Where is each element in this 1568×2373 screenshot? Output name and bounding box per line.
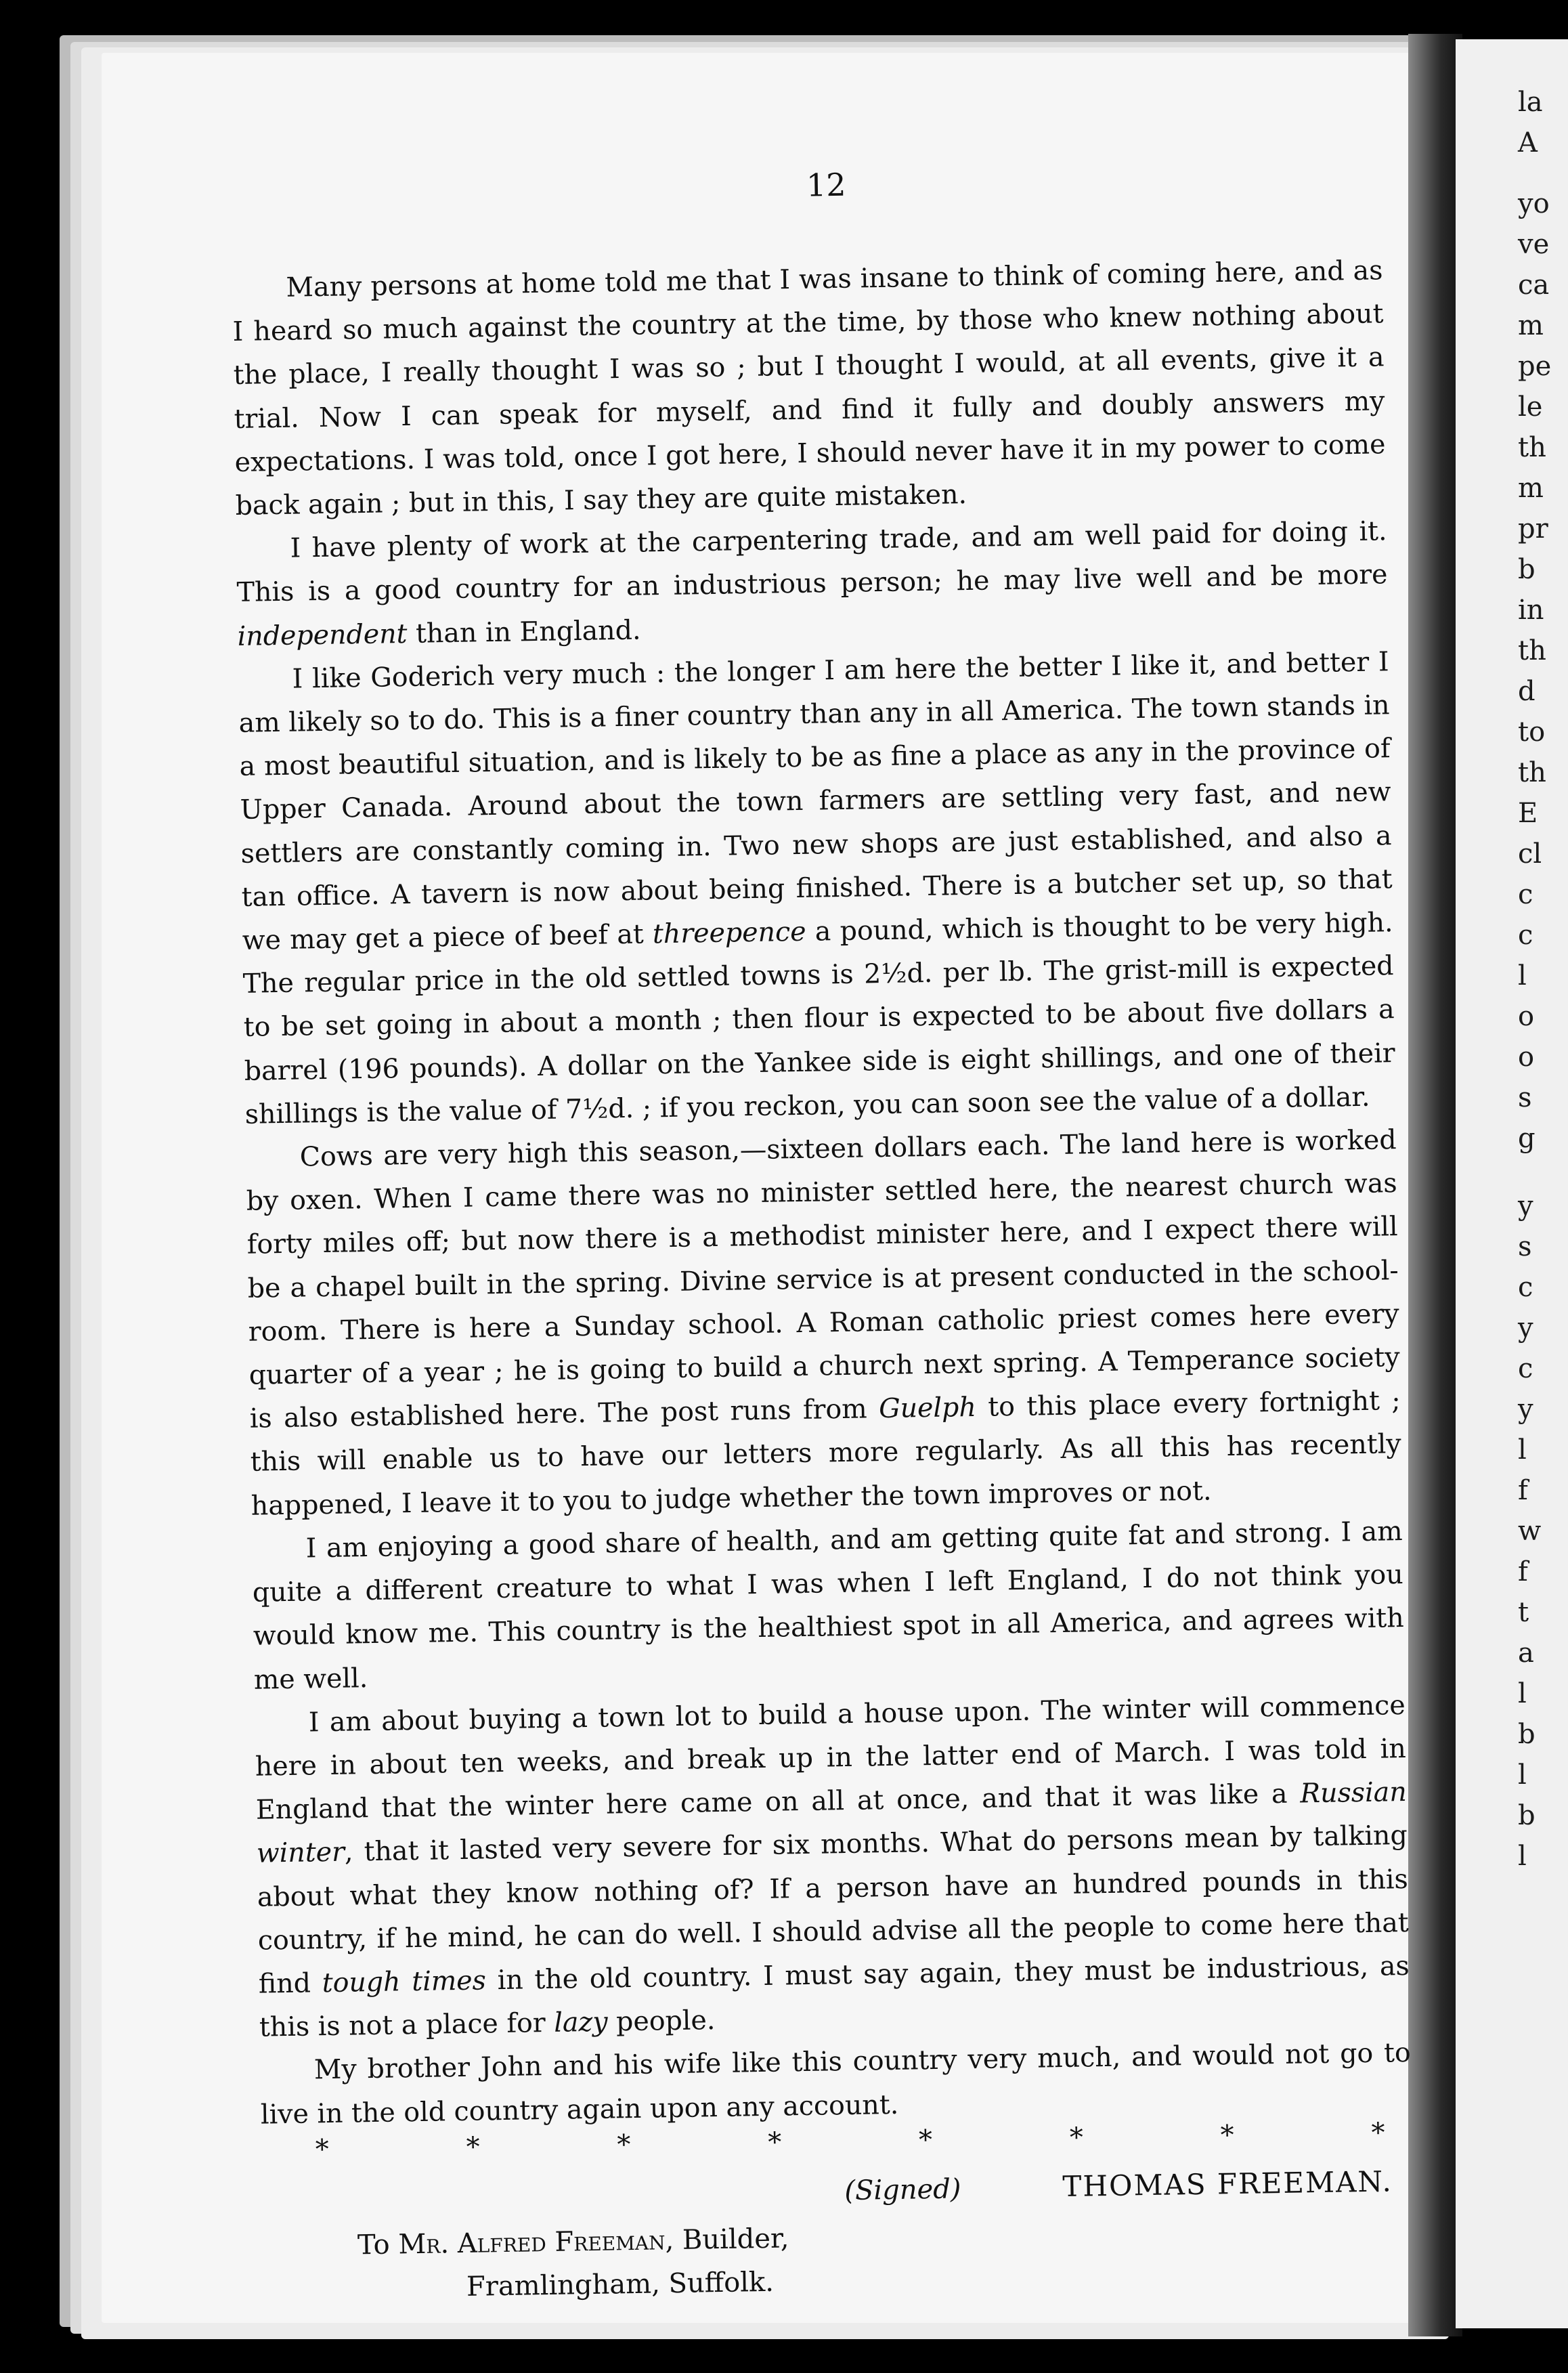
signed-label: (Signed)	[844, 2173, 961, 2206]
star-mark: *	[767, 2126, 782, 2158]
text-run: people.	[607, 2005, 716, 2038]
text-run: I have plenty of work at the carpentering trade, and am well paid for doing it. This is a good country for an industrious person; he may live well and be more	[236, 515, 1388, 609]
paragraph	[251, 1510, 1405, 1701]
facing-page-text-fragment: A	[1518, 127, 1538, 158]
paragraph	[236, 509, 1389, 658]
facing-page-text-fragment: s	[1518, 1082, 1532, 1113]
facing-page-text-fragment: c	[1518, 1272, 1533, 1303]
addressee-block	[263, 2207, 1415, 2312]
facing-page-text-fragment: ca	[1518, 270, 1550, 301]
facing-page-text-fragment: f	[1518, 1556, 1528, 1587]
facing-page-text-fragment: c	[1518, 879, 1533, 910]
text-run: in the old country. I must say again, they must be industrious, as this is not a place for	[259, 1950, 1410, 2043]
text-run: I like Goderich very much : the longer I am here the better I like it, and better I am likely so to do. This is a finer country than any in all America. The town stands in a most beautiful situation, and is likely to be as fine a place as any in the province of Upper Canada. Around about the town farmers are settling very fast, and new settlers are constantly coming in. Two new shops are just established, and also a tan office. A tavern is now about being finished. There is a butcher set up, so that we may get a piece of beef at	[238, 646, 1393, 956]
paragraph	[232, 249, 1387, 528]
star-mark: *	[1069, 2122, 1084, 2154]
facing-page-text-fragment: cl	[1518, 838, 1542, 870]
facing-page-text-fragment: g	[1518, 1123, 1536, 1154]
facing-page-text-fragment: E	[1518, 798, 1538, 829]
facing-page-text-fragment: yo	[1518, 188, 1550, 219]
text-run: to this place every fortnight ; this will enable us to have our letters more regularly. As all this has recently happened, I leave it to you to judge whether the town improves or not.	[250, 1385, 1401, 1522]
text-run: Many persons at home told me that I was insane to think of coming here, and as I heard so much against the country at the time, by those who knew nothing about the place, I really thought I was so ; but I thought I would, at all events, give it a trial. Now I can speak for myself, and find it fully and doubly answers my expectations. I was told, once I got here, I should never have it in my power to come back again ; but in this, I say they are quite mistaken.	[232, 255, 1386, 521]
facing-page-text-fragment: le	[1518, 391, 1543, 423]
text-run: a pound, which is thought to be very high. The regular price in the old settled towns is 2½d. per lb. The grist-mill is expected to be set going in about a month ; then flour is expected to be about five dollars a barrel (196 pounds). A dollar on the Yankee side is eight shillings, and one of their shillings is the value of 7½d. ; if you reckon, you can soon see the value of a dollar.	[242, 907, 1395, 1130]
facing-page-text-fragment: b	[1518, 1719, 1536, 1750]
addressee-prefix: To	[357, 2229, 399, 2261]
paragraph	[238, 640, 1396, 1136]
paragraph	[254, 1684, 1410, 2049]
facing-page-text-fragment: th	[1518, 757, 1546, 788]
addressee-location: Framlingham, Suffolk.	[466, 2266, 775, 2303]
facing-page-text-fragment: d	[1518, 676, 1536, 707]
facing-page-text-fragment: b	[1518, 1800, 1536, 1831]
facing-page-text-fragment: b	[1518, 554, 1536, 585]
facing-page-text-fragment: th	[1518, 635, 1546, 666]
facing-page-text-fragment: l	[1518, 1678, 1527, 1709]
facing-page-text-fragment: o	[1518, 1001, 1535, 1032]
book-gutter	[1408, 34, 1462, 2336]
addressee-name: Mr. Alfred Freeman	[398, 2225, 666, 2261]
facing-page-text-fragment: l	[1518, 1434, 1527, 1466]
signature-name: THOMAS FREEMAN.	[1062, 2164, 1393, 2203]
facing-page-text-fragment: s	[1518, 1231, 1532, 1262]
text-run: , that it lasted very severe for six months. What do persons mean by talking about what they know nothing of? If a person have an hundred pounds in this country, if he mind, he can do well. I should advise all the people to come here that find	[257, 1820, 1410, 2000]
star-mark: *	[1220, 2119, 1235, 2152]
facing-page-text-fragment: to	[1518, 717, 1546, 748]
facing-page-edge	[1456, 39, 1568, 2328]
facing-page-text-fragment: f	[1518, 1475, 1528, 1506]
facing-page-text-fragment: th	[1518, 432, 1546, 463]
letter-body	[232, 249, 1412, 2136]
facing-page-text-fragment: w	[1518, 1516, 1542, 1547]
italic-text: Russian winter	[256, 1776, 1408, 1870]
facing-page-text-fragment: o	[1518, 1042, 1535, 1073]
facing-page-text-fragment: c	[1518, 920, 1533, 951]
facing-page-text-fragment: y	[1518, 1312, 1533, 1344]
page-content	[230, 158, 1414, 2311]
star-mark: *	[918, 2124, 933, 2156]
facing-page-text-fragment: t	[1518, 1597, 1529, 1628]
text-run: My brother John and his wife like this country very much, and would not go to live in the old country again upon any account.	[260, 2037, 1412, 2131]
text-run: than in England.	[407, 614, 641, 649]
text-run: Cows are very high this season,—sixteen dollars each. The land here is worked by oxen. When I came there was no minister settled here, the nearest church was forty miles off; but now there is a methodist minister here, and I expect there will be a chapel built in the spring. Divine service is at present conducted in the school-room. There is here a Sunday school. A Roman catholic priest comes here every quarter of a year ; he is going to build a church next spring. A Temperance society is also established here. The post runs from	[246, 1124, 1400, 1435]
italic-text: lazy	[553, 2006, 608, 2038]
facing-page-text-fragment: m	[1518, 310, 1544, 341]
facing-page-text-fragment: pr	[1518, 513, 1548, 544]
addressee-suffix: , Builder,	[665, 2223, 789, 2257]
facing-page-text-fragment: m	[1518, 473, 1544, 504]
facing-page-text-fragment: c	[1518, 1353, 1533, 1384]
facing-page-text-fragment: l	[1518, 960, 1527, 991]
paragraph	[245, 1118, 1402, 1527]
facing-page-text-fragment: ve	[1518, 229, 1550, 260]
italic-text: tough times	[322, 1965, 487, 1999]
signature-line	[262, 2164, 1414, 2216]
facing-page-text-fragment: in	[1518, 595, 1544, 626]
text-run: I am enjoying a good share of health, and am getting quite fat and strong. I am quite a different creature to what I was when I left England, I do not think you would know me. This country is the healthiest spot in all America, and agrees with me well.	[252, 1515, 1405, 1696]
star-mark: *	[1371, 2117, 1385, 2149]
text-run: I am about buying a town lot to build a house upon. The winter will commence here in about ten weeks, and break up in the latter end of March. I was told in England that the winter here came on all at once, and that it was like a	[255, 1689, 1407, 1826]
facing-page-text-fragment: y	[1518, 1394, 1533, 1425]
facing-page-text-fragment: y	[1518, 1191, 1533, 1222]
facing-page-text-fragment: l	[1518, 1759, 1527, 1791]
facing-page-text-fragment: la	[1518, 87, 1543, 118]
star-mark: *	[466, 2131, 480, 2163]
facing-page-text-fragment: pe	[1518, 351, 1552, 382]
facing-page-text-fragment: l	[1518, 1841, 1527, 1872]
italic-text: threepence	[652, 916, 806, 950]
facing-page-text-fragment: a	[1518, 1638, 1534, 1669]
star-mark: *	[315, 2133, 330, 2166]
star-mark: *	[617, 2129, 631, 2161]
italic-text: Guelph	[878, 1392, 977, 1425]
italic-text: independent	[237, 618, 408, 652]
page-number: 12	[806, 166, 847, 204]
